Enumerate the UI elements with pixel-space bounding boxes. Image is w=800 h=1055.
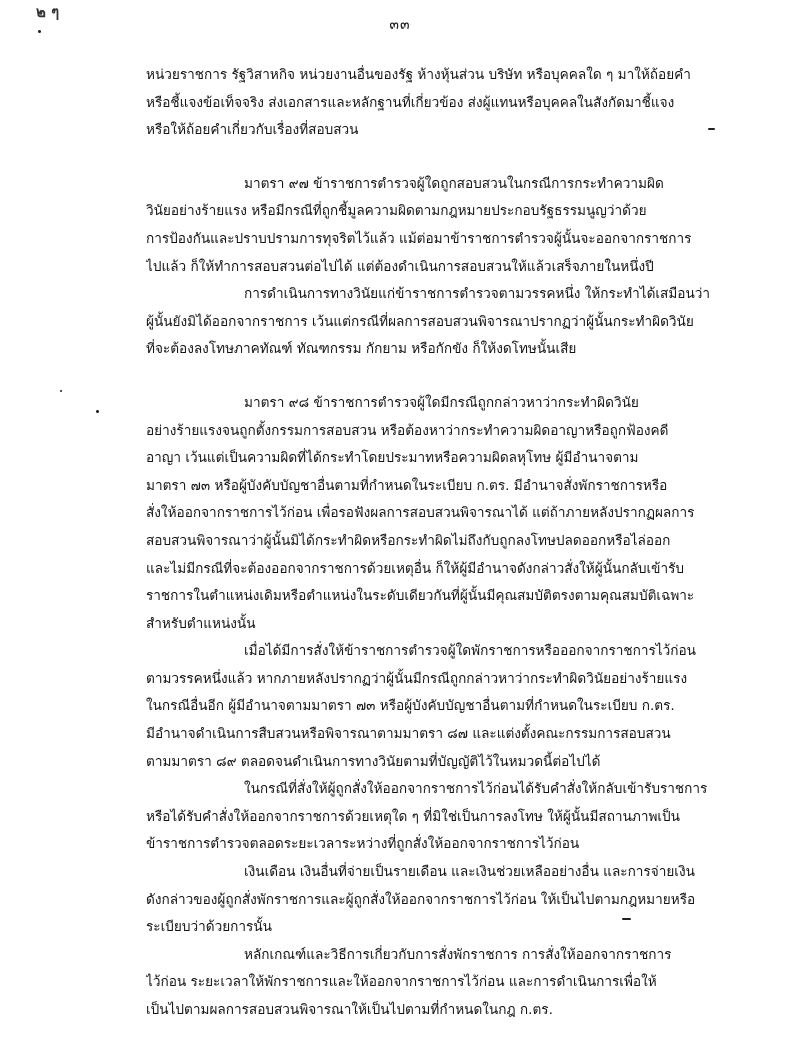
text-line: ในกรณีที่สั่งให้ผู้ถูกสั่งให้ออกจากราชการไว้ก่อนได้รับคำสั่งให้กลับเข้ารับราชการ <box>244 781 708 798</box>
paragraph <box>146 776 746 859</box>
scan-speck <box>38 30 41 33</box>
text-line: มีอำนาจดำเนินการสืบสวนหรือพิจารณาตามมาตรา ๘๗ และแต่งตั้งคณะกรรมการสอบสวน <box>146 726 671 743</box>
text-line: ตามวรรคหนึ่งแล้ว หากภายหลังปรากฏว่าผู้นั้นมีกรณีถูกกล่าวหาว่ากระทำผิดวินัยอย่างร้ายแรง <box>146 670 688 687</box>
text-line: สอบสวนพิจารณาว่าผู้นั้นมิได้กระทำผิดหรือกระทำผิดไม่ถึงกับถูกลงโทษปลดออกหรือไล่ออก <box>146 532 671 549</box>
text-line: ข้าราชการตำรวจตลอดระยะเวลาระหว่างที่ถูกสั่งให้ออกจากราชการไว้ก่อน <box>146 836 580 853</box>
text-line: ไว้ก่อน ระยะเวลาให้พักราชการและให้ออกจากราชการไว้ก่อน และการดำเนินการเพื่อให้ <box>146 974 657 991</box>
text-line: มาตรา ๙๘ ข้าราชการตำรวจผู้ใดมีกรณีถูกกล่าวหาว่ากระทำผิดวินัย <box>244 394 639 411</box>
text-line: ที่จะต้องลงโทษภาคทัณฑ์ ทัณฑกรรม กักยาม หรือกักขัง ก็ให้งดโทษนั้นเสีย <box>146 341 577 358</box>
corner-handwritten-mark: ๒ ๆ <box>36 3 60 21</box>
text-line: วินัยอย่างร้ายแรง หรือมีกรณีที่ถูกชี้มูลความผิดตามกฎหมายประกอบรัฐธรรมนูญว่าด้วย <box>146 203 647 220</box>
paragraph-section-97 <box>146 171 746 281</box>
text-line: เมื่อได้มีการสั่งให้ข้าราชการตำรวจผู้ใดพักราชการหรือออกจากราชการไว้ก่อน <box>244 643 696 660</box>
paragraph <box>146 859 746 942</box>
page-number: ๓๓ <box>389 17 411 33</box>
text-line: สั่งให้ออกจากราชการไว้ก่อน เพื่อรอฟังผลการสอบสวนพิจารณาได้ แต่ถ้าภายหลังปรากฏผลการ <box>146 505 695 522</box>
text-line: ระเบียบว่าด้วยการนั้น <box>146 919 272 936</box>
text-line: มาตรา ๙๗ ข้าราชการตำรวจผู้ใดถูกสอบสวนในกรณีการกระทำความผิด <box>244 175 664 192</box>
spacer <box>146 364 746 390</box>
text-line: มาตรา ๗๓ หรือผู้บังคับบัญชาอื่นตามที่กำหนดในระเบียบ ก.ตร. มีอำนาจสั่งพักราชการหรือ <box>146 477 668 494</box>
paragraph-section-98 <box>146 390 746 638</box>
spacer <box>146 145 746 171</box>
paragraph <box>146 638 746 776</box>
text-line: อาญา เว้นแต่เป็นความผิดที่ได้กระทำโดยประมาทหรือความผิดลหุโทษ ผู้มีอำนาจตาม <box>146 450 639 467</box>
text-line: ราชการในตำแหน่งเดิมหรือตำแหน่งในระดับเดียวกันที่ผู้นั้นมีคุณสมบัติตรงตามคุณสมบัติเฉพาะ <box>146 588 695 605</box>
text-line: หน่วยราชการ รัฐวิสาหกิจ หน่วยงานอื่นของรัฐ ห้างหุ้นส่วน บริษัท หรือบุคคลใด ๆ มาให้ถ้อยคำ <box>146 67 691 83</box>
scan-speck <box>96 410 99 413</box>
text-line: อย่างร้ายแรงจนถูกตั้งกรรมการสอบสวน หรือต้องหาว่ากระทำความผิดอาญาหรือถูกฟ้องคดี <box>146 422 669 439</box>
text-line: และไม่มีกรณีที่จะต้องออกจากราชการด้วยเหตุอื่น ก็ให้ผู้มีอำนาจดังกล่าวสั่งให้ผู้นั้นกลับเข้ารับ <box>146 560 685 577</box>
text-line: การดำเนินการทางวินัยแก่ข้าราชการตำรวจตามวรรคหนึ่ง ให้กระทำได้เสมือนว่า <box>244 286 711 303</box>
paragraph <box>146 62 746 145</box>
text-line: หลักเกณฑ์และวิธีการเกี่ยวกับการสั่งพักราชการ การสั่งให้ออกจากราชการ <box>244 946 672 963</box>
text-line: ไปแล้ว ก็ให้ทำการสอบสวนต่อไปได้ แต่ต้องดำเนินการสอบสวนให้แล้วเสร็จภายในหนึ่งปี <box>146 258 654 275</box>
text-line: หรือได้รับคำสั่งให้ออกจากราชการด้วยเหตุใด ๆ ที่มิใช่เป็นการลงโทษ ให้ผู้นั้นมีสถานภาพเป็น <box>146 808 680 825</box>
text-line: ตามมาตรา ๘๙ ตลอดจนดำเนินการทางวินัยตามที่บัญญัติไว้ในหมวดนี้ต่อไปได้ <box>146 753 601 770</box>
text-line: สำหรับตำแหน่งนั้น <box>146 615 256 632</box>
text-line: เงินเดือน เงินอื่นที่จ่ายเป็นรายเดือน และเงินช่วยเหลืออย่างอื่น และการจ่ายเงิน <box>244 864 695 881</box>
text-line: การป้องกันและปราบปรามการทุจริตไว้แล้ว แม้ต่อมาข้าราชการตำรวจผู้นั้นจะออกจากราชการ <box>146 230 692 247</box>
text-line: ในกรณีอื่นอีก ผู้มีอำนาจตามมาตรา ๗๓ หรือผู้บังคับบัญชาอื่นตามที่กำหนดในระเบียบ ก.ตร. <box>146 698 675 715</box>
text-line: หรือชี้แจงข้อเท็จจริง ส่งเอกสารและหลักฐานที่เกี่ยวข้อง ส่งผู้แทนหรือบุคคลในสังกัดมาชี้แจง <box>146 94 675 111</box>
text-line: เป็นไปตามผลการสอบสวนพิจารณาให้เป็นไปตามที่กำหนดในกฎ ก.ตร. <box>146 1002 553 1018</box>
text-line: ดังกล่าวของผู้ถูกสั่งพักราชการและผู้ถูกสั่งให้ออกจากราชการไว้ก่อน ให้เป็นไปตามกฎหมายหรือ <box>146 891 696 908</box>
paragraph <box>146 281 746 364</box>
scan-speck <box>60 390 62 392</box>
text-line: ผู้นั้นยังมิได้ออกจากราชการ เว้นแต่กรณีที่ผลการสอบสวนพิจารณาปรากฏว่าผู้นั้นกระทำผิดวินัย <box>146 313 694 330</box>
paragraph <box>146 942 746 1025</box>
body-text <box>146 62 746 1025</box>
text-line: หรือให้ถ้อยคำเกี่ยวกับเรื่องที่สอบสวน <box>146 122 359 139</box>
